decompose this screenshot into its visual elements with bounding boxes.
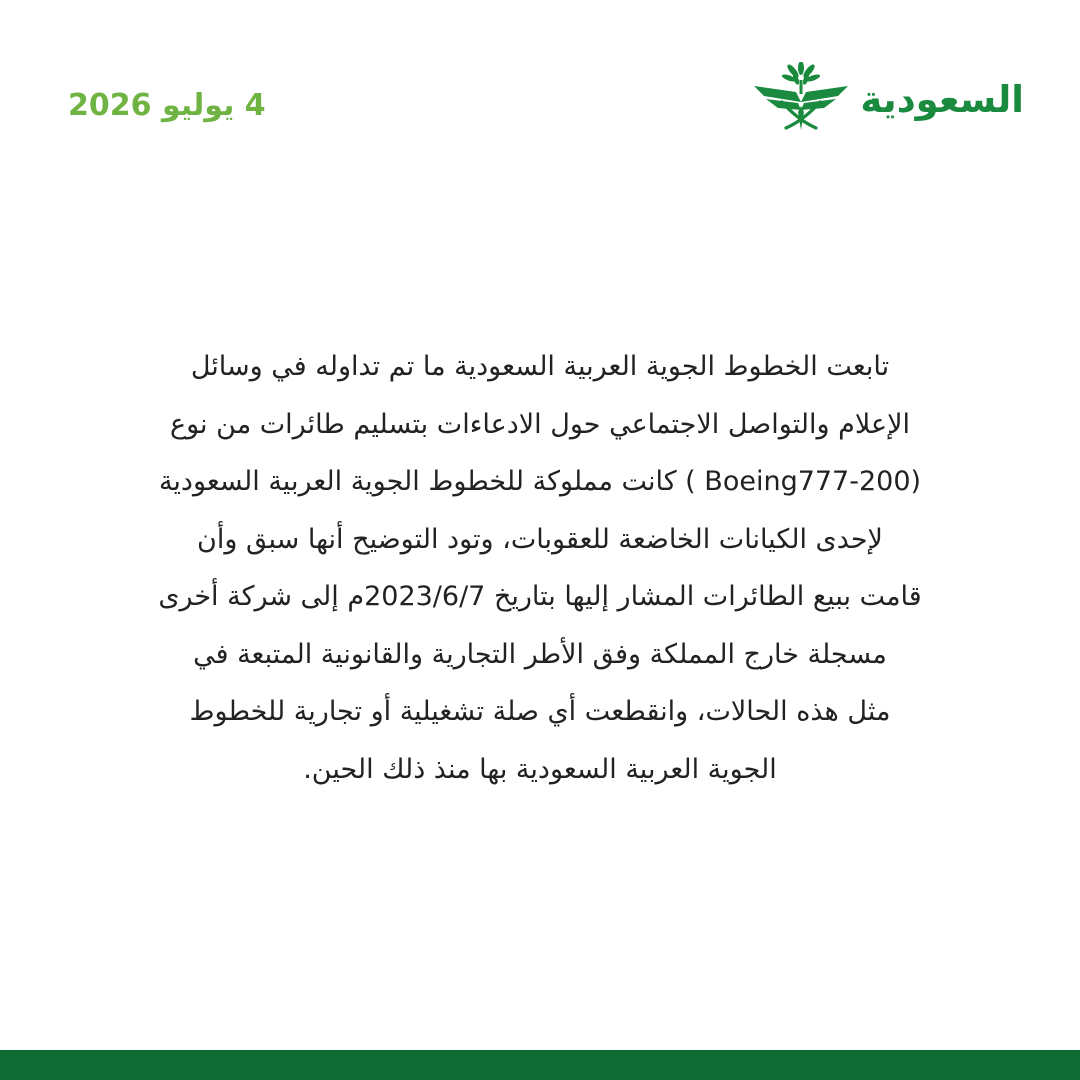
statement-line: قامت ببيع الطائرات المشار إليها بتاريخ 2023/6/7م إلى شركة أخرى (158, 581, 922, 612)
statement-line: الإعلام والتواصل الاجتماعي حول الادعاءات بتسليم طائرات من نوع (170, 408, 910, 440)
statement-line: لإحدى الكيانات الخاضعة للعقوبات، وتود التوضيح أنها سبق وأن (197, 523, 883, 555)
statement-line: مثل هذه الحالات، وانقطعت أي صلة تشغيلية أو تجارية للخطوط (189, 696, 891, 727)
statement-line: مسجلة خارج المملكة وفق الأطر التجارية والقانونية المتبعة في (193, 638, 887, 670)
bottom-green-band (0, 1050, 1080, 1080)
saudia-logo (752, 62, 1024, 132)
statement-date: 4 يوليو 2026 (68, 88, 266, 123)
statement-line: الجوية العربية السعودية بها منذ ذلك الحين. (303, 753, 777, 785)
statement-line: تابعت الخطوط الجوية العربية السعودية ما تم تداوله في وسائل (190, 351, 890, 382)
statement-line: (Boeing777-200 ) كانت مملوكة للخطوط الجوية العربية السعودية (158, 466, 922, 497)
saudia-palm-swords-wings-icon (752, 62, 850, 132)
statement-body (110, 338, 970, 798)
saudia-wordmark: السعودية (860, 78, 1024, 121)
